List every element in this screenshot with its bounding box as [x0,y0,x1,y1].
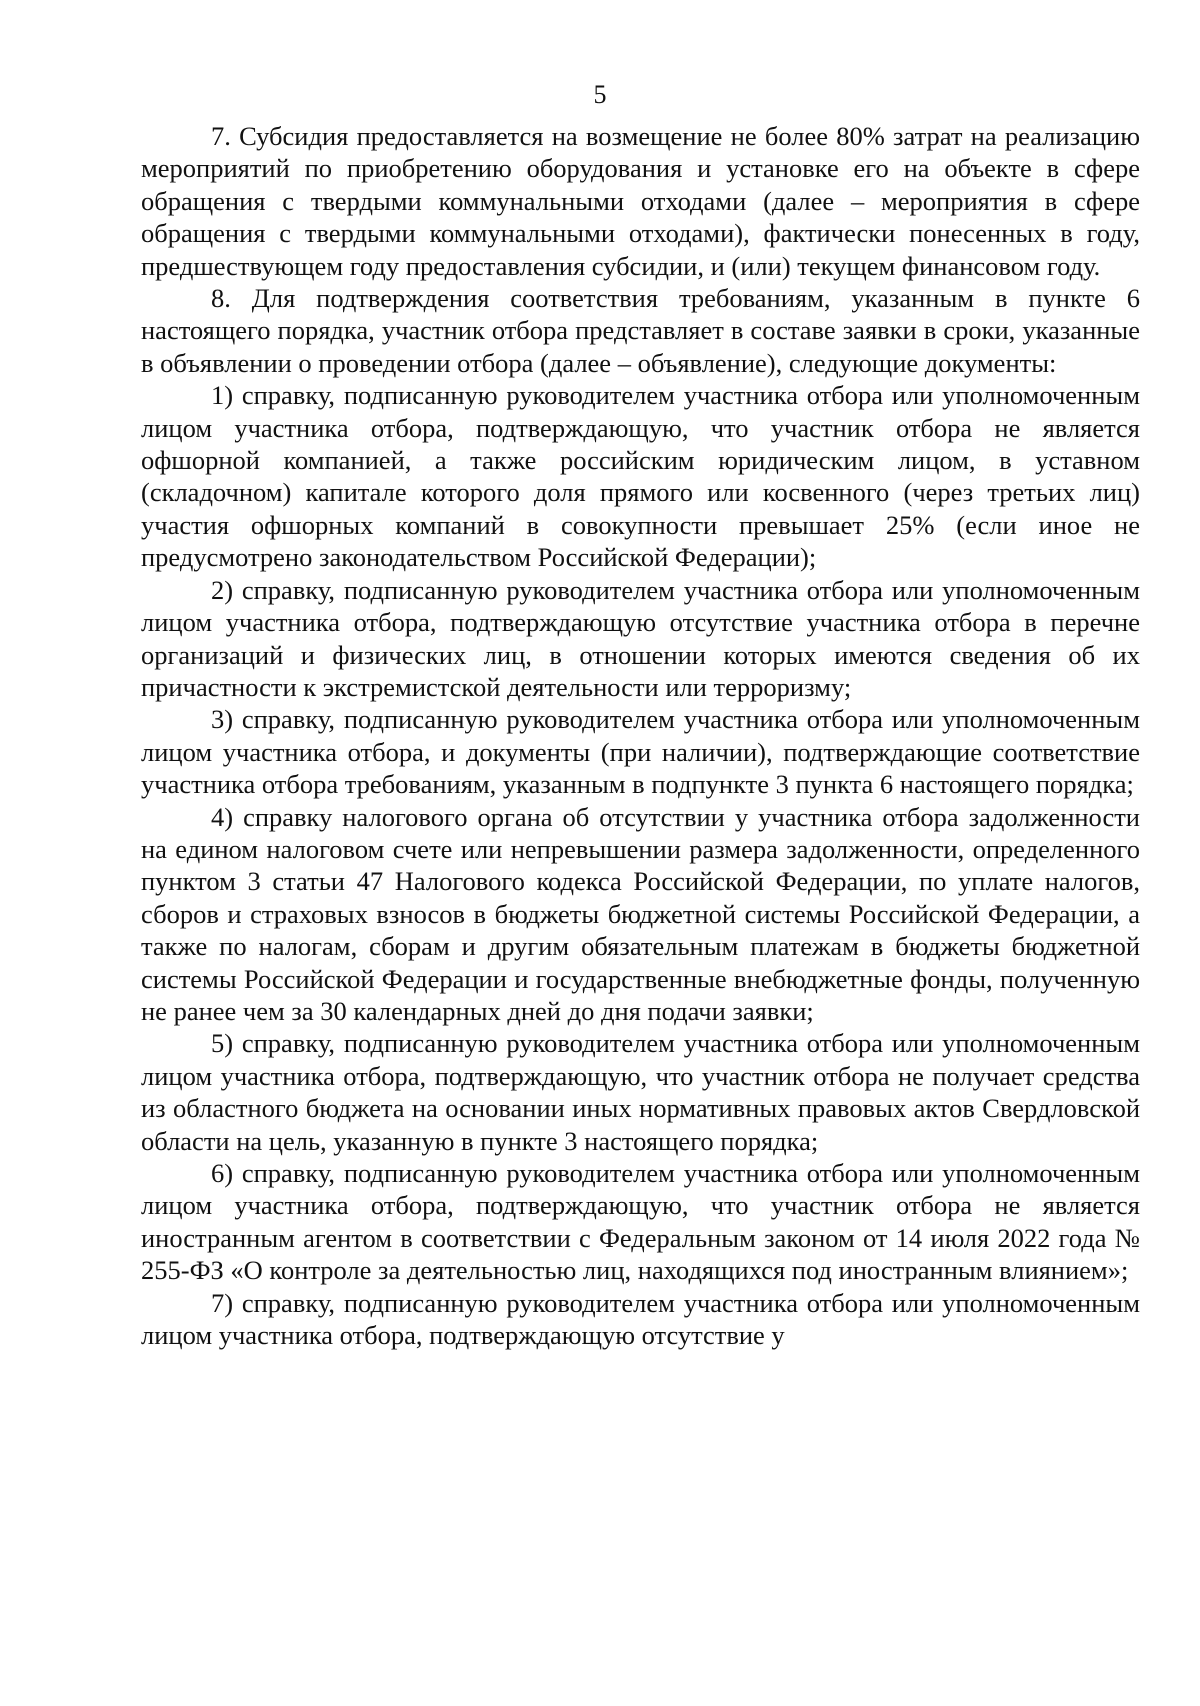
document-body [141,120,1140,1351]
subparagraph-2: 2) справку, подписанную руководителем участника отбора или уполномоченным лицом участника отбора, подтверждающую отсутствие участника отбора в перечне организаций и физических лиц, в отношении которых имеются сведения об их причастности к экстремистской деятельности или терроризму; [141,574,1140,702]
subparagraph-3: 3) справку, подписанную руководителем участника отбора или уполномоченным лицом участника отбора, и документы (при наличии), подтверждающие соответствие участника отбора требованиям, указанным в подпункте 3 пункта 6 настоящего порядка; [141,704,1140,800]
subparagraph-4: 4) справку налогового органа об отсутствии у участника отбора задолженности на едином налоговом счете или непревышении размера задолженности, определенного пунктом 3 статьи 47 Налогового кодекса Российской Федерации, по уплате налогов, сборов и страховых взносов в бюджеты бюджетной системы Российской Федерации, а также по налогам, сборам и другим обязательным платежам в бюджеты бюджетной системы Российской Федерации и государственные внебюджетные фонды, полученную не ранее чем за 30 календарных дней до дня подачи заявки; [141,801,1140,1026]
page-number: 5 [593,80,607,109]
subparagraph-5: 5) справку, подписанную руководителем участника отбора или уполномоченным лицом участника отбора, подтверждающую, что участник отбора не получает средства из областного бюджета на основании иных нормативных правовых актов Свердловской области на цель, указанную в пункте 3 настоящего порядка; [141,1028,1140,1156]
paragraph-item-8: 8. Для подтверждения соответствия требованиям, указанным в пункте 6 настоящего порядка, участник отбора представляет в составе заявки в сроки, указанные в объявлении о проведении отбора (далее – объявление), следующие документы: [141,283,1140,378]
paragraph-item-7: 7. Субсидия предоставляется на возмещение не более 80% затрат на реализацию мероприятий по приобретению оборудования и установке его на объекте в сфере обращения с твердыми коммунальными отходами (далее – мероприятия в сфере обращения с твердыми коммунальными отходами), фактически понесенных в году, предшествующем году предоставления субсидии, и (или) текущем финансовом году. [141,121,1140,281]
subparagraph-6: 6) справку, подписанную руководителем участника отбора или уполномоченным лицом участника отбора, подтверждающую, что участник отбора не является иностранным агентом в соответствии с Федеральным законом от 14 июля 2022 года № 255-ФЗ «О контроле за деятельностью лиц, находящихся под иностранным влиянием»; [141,1158,1140,1286]
subparagraph-7: 7) справку, подписанную руководителем участника отбора или уполномоченным лицом участника отбора, подтверждающую отсутствие у [141,1287,1140,1351]
subparagraph-1: 1) справку, подписанную руководителем участника отбора или уполномоченным лицом участника отбора, подтверждающую, что участник отбора не является офшорной компанией, а также российским юридическим лицом, в уставном (складочном) капитале которого доля прямого или косвенного (через третьих лиц) участия офшорных компаний в совокупности превышает 25% (если иное не предусмотрено законодательством Российской Федерации); [141,380,1140,573]
